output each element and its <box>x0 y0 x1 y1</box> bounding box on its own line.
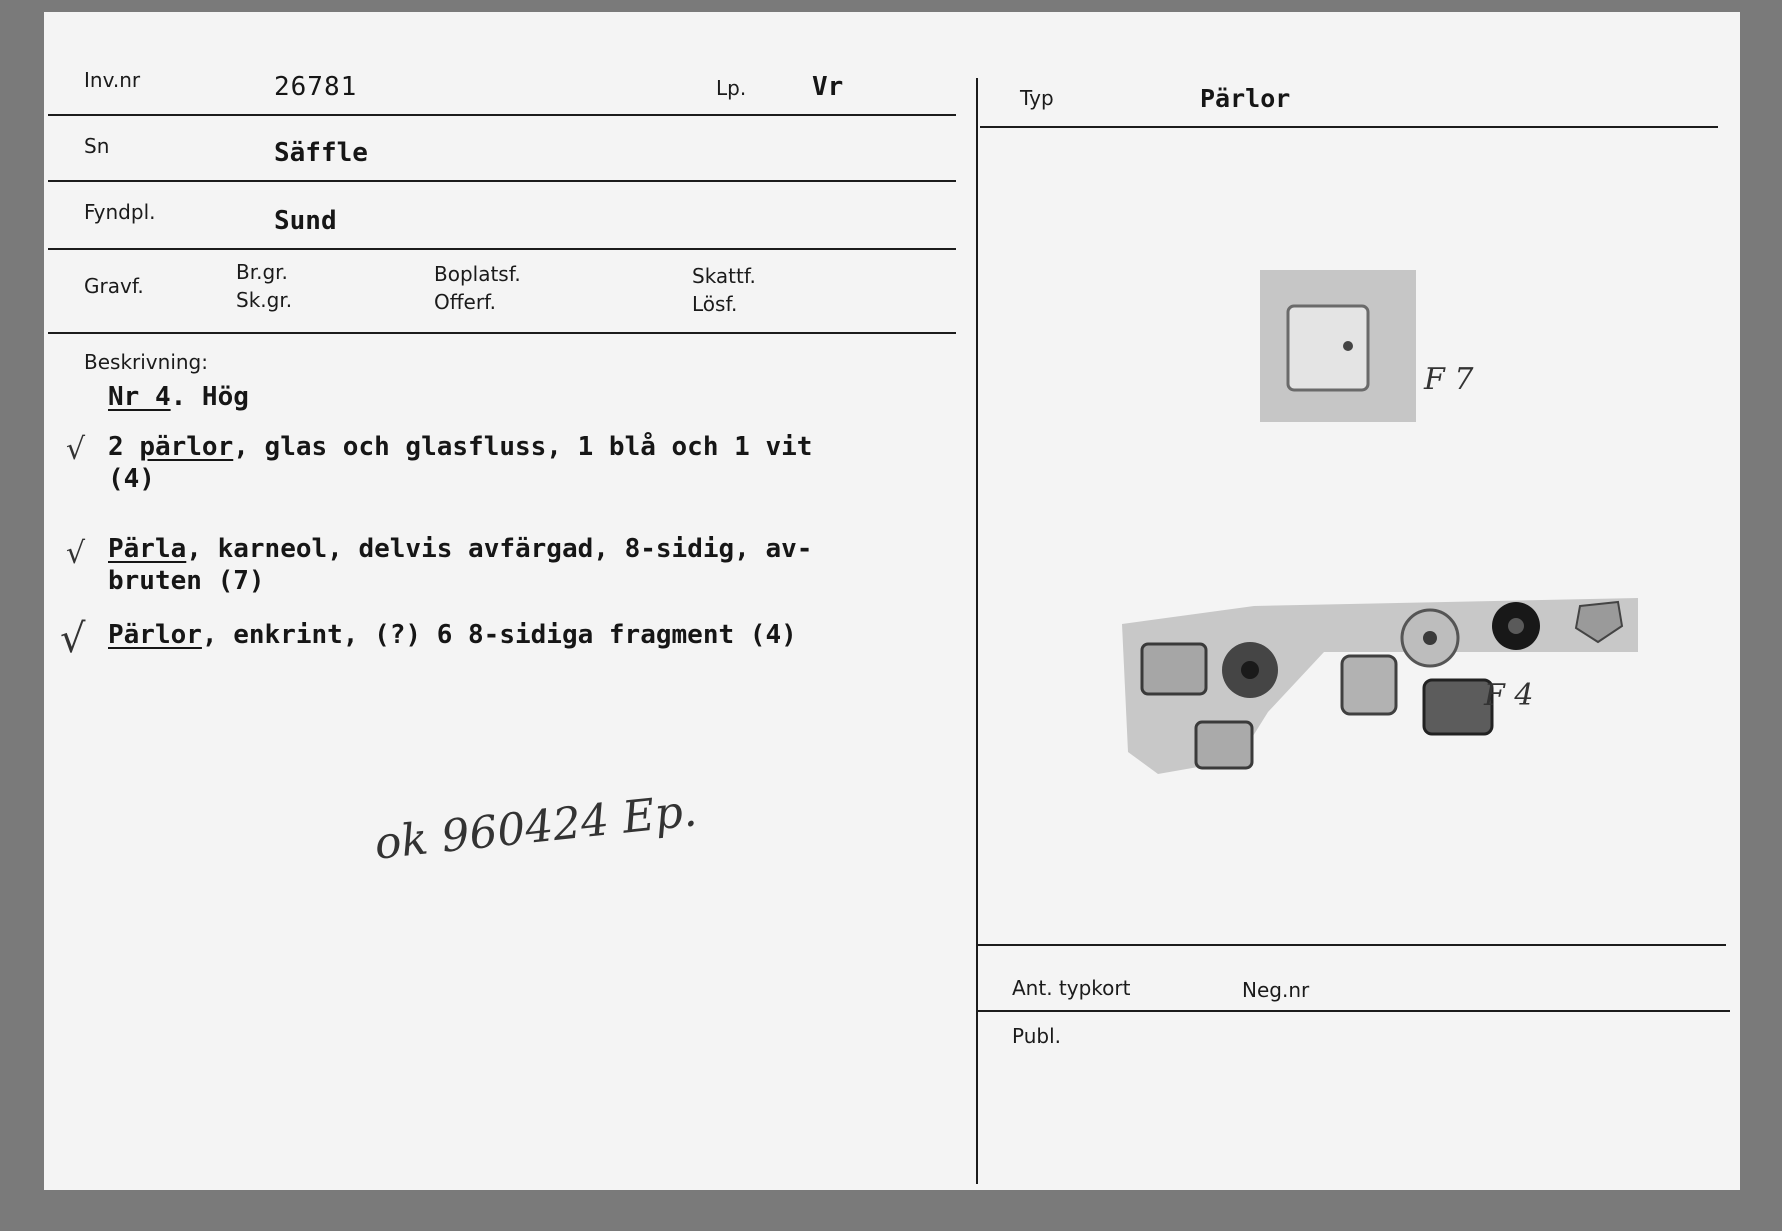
description-item-1-line2: (4) <box>108 464 155 494</box>
skgr-label: Sk.gr. <box>236 288 293 312</box>
divider-inv <box>48 114 956 116</box>
typ-value: Pärlor <box>1200 84 1291 113</box>
negnr-label: Neg.nr <box>1242 978 1310 1002</box>
bead-photo-f4 <box>1118 584 1638 784</box>
sn-label: Sn <box>84 134 110 158</box>
item-1-keyword: pärlor <box>139 432 234 462</box>
bead-photo-f7 <box>1260 270 1480 432</box>
heading-rest: . Hög <box>170 382 249 412</box>
bead-2-hole <box>1241 661 1259 679</box>
item-3-text: , enkrint, (?) 6 8-sidiga fragment (4) <box>201 620 797 650</box>
item-1-text: , glas och glasfluss, 1 blå och 1 vit <box>233 432 813 462</box>
typ-label: Typ <box>1020 86 1054 110</box>
sn-value: Säffle <box>274 138 368 168</box>
brgr-label: Br.gr. <box>236 260 288 284</box>
item-2-text: , karneol, delvis avfärgad, 8-sidig, av- <box>186 534 813 564</box>
fyndpl-label: Fyndpl. <box>84 200 156 224</box>
heading-nr: Nr 4 <box>108 382 171 412</box>
check-mark-2: √ <box>66 536 86 571</box>
inv-nr-value: 26781 <box>274 72 358 102</box>
bead-fragment-1 <box>1142 644 1206 694</box>
bead-fragment-3 <box>1342 656 1396 714</box>
item-3-keyword: Pärlor <box>108 620 202 650</box>
divider-photo-area <box>976 944 1726 946</box>
label-f7: F 7 <box>1424 362 1474 397</box>
publ-label: Publ. <box>1012 1024 1061 1048</box>
column-divider <box>976 78 978 1184</box>
item-1-lead: 2 <box>108 432 140 462</box>
bead-6-hole <box>1508 618 1524 634</box>
gravf-label: Gravf. <box>84 274 144 298</box>
losf-label: Lösf. <box>692 292 738 316</box>
item-2-keyword: Pärla <box>108 534 187 564</box>
divider-fyndpl <box>48 248 956 250</box>
description-item-3 <box>108 620 797 650</box>
bead-fragment-8 <box>1196 722 1252 768</box>
fyndpl-value: Sund <box>274 206 337 236</box>
boplatsf-label: Boplatsf. <box>434 262 521 286</box>
divider-ant <box>976 1010 1730 1012</box>
ant-typkort-label: Ant. typkort <box>1012 976 1131 1000</box>
bead-4-hole <box>1423 631 1437 645</box>
check-mark-1: √ <box>66 432 86 467</box>
bead-spot <box>1343 341 1353 351</box>
description-item-2 <box>108 534 812 564</box>
divider-sn <box>48 180 956 182</box>
description-heading <box>108 382 249 412</box>
offerf-label: Offerf. <box>434 290 496 314</box>
inv-nr-label: Inv.nr <box>84 68 141 92</box>
label-f4: F 4 <box>1484 678 1534 713</box>
catalog-card <box>44 12 1740 1190</box>
lp-label: Lp. <box>716 76 747 100</box>
handwritten-note: ok 960424 Ep. <box>372 785 700 870</box>
carnelian-bead-shape <box>1288 306 1368 390</box>
description-item-2-line2: bruten (7) <box>108 566 265 596</box>
divider-typ <box>980 126 1718 128</box>
lp-value: Vr <box>812 72 844 102</box>
skattf-label: Skattf. <box>692 264 756 288</box>
check-mark-3: √ <box>60 616 86 662</box>
description-item-1 <box>108 432 812 462</box>
divider-gravf <box>48 332 956 334</box>
beskrivning-label: Beskrivning: <box>84 350 208 374</box>
bead-fragment-5 <box>1424 680 1492 734</box>
